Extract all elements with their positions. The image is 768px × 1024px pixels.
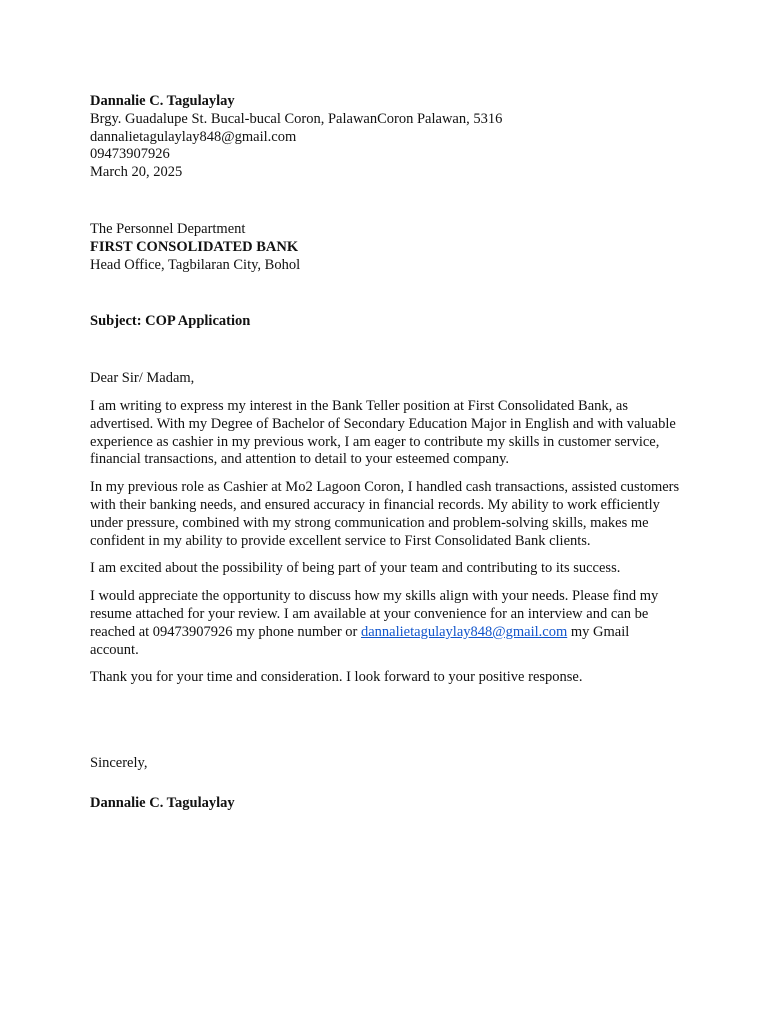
signature-name: Dannalie C. Tagulaylay [90,794,235,811]
paragraph-4-text-end: my Gmail account. [90,623,630,658]
letter-date: March 20, 2025 [90,164,183,181]
recipient-company: FIRST CONSOLIDATED BANK [90,238,299,255]
salutation: Dear Sir/ Madam, [90,370,195,387]
body-paragraph-5: Thank you for your time and consideration. I look forward to your positive response. [90,669,583,686]
sender-block [90,93,690,182]
body-paragraph-1: I am writing to express my interest in the Bank Teller position at First Consolidated Bank, as advertised. With my Degree of Bachelor of Secondary Education Major in English and with valuable experience as cashier in my previous work, I am eager to contribute my skills in customer service, financial transactions, and attention to detail to your esteemed company. [90,397,676,468]
closing: Sincerely, [90,755,148,772]
recipient-block [90,221,690,274]
sender-phone: 09473907926 [90,146,170,163]
sender-email: dannalietagulaylay848@gmail.com [90,128,297,145]
body-paragraph-3: I am excited about the possibility of being part of your team and contributing to its success. [90,560,621,577]
sender-address: Brgy. Guadalupe St. Bucal-bucal Coron, PalawanCoron Palawan, 5316 [90,110,503,127]
subject-line: Subject: COP Application [90,313,251,330]
cover-letter [90,93,690,813]
email-link[interactable]: dannalietagulaylay848@gmail.com [361,623,568,640]
recipient-department: The Personnel Department [90,220,246,237]
recipient-address: Head Office, Tagbilaran City, Bohol [90,256,301,273]
sender-name: Dannalie C. Tagulaylay [90,93,235,109]
paragraph-4-text: I would appreciate the opportunity to discuss how my skills align with your needs. Please find my resume attached for your review. I am available at your convenience for an interview and can be reached at 09473907926 my phone number or [90,588,659,640]
body-paragraph-4 [90,588,680,659]
body-paragraph-2: In my previous role as Cashier at Mo2 Lagoon Coron, I handled cash transactions, assisted customers with their banking needs, and ensured accuracy in financial records. My ability to work efficiently under pressure, combined with my strong communication and problem-solving skills, makes me confident in my ability to provide excellent service to First Consolidated Bank clients. [90,479,680,549]
